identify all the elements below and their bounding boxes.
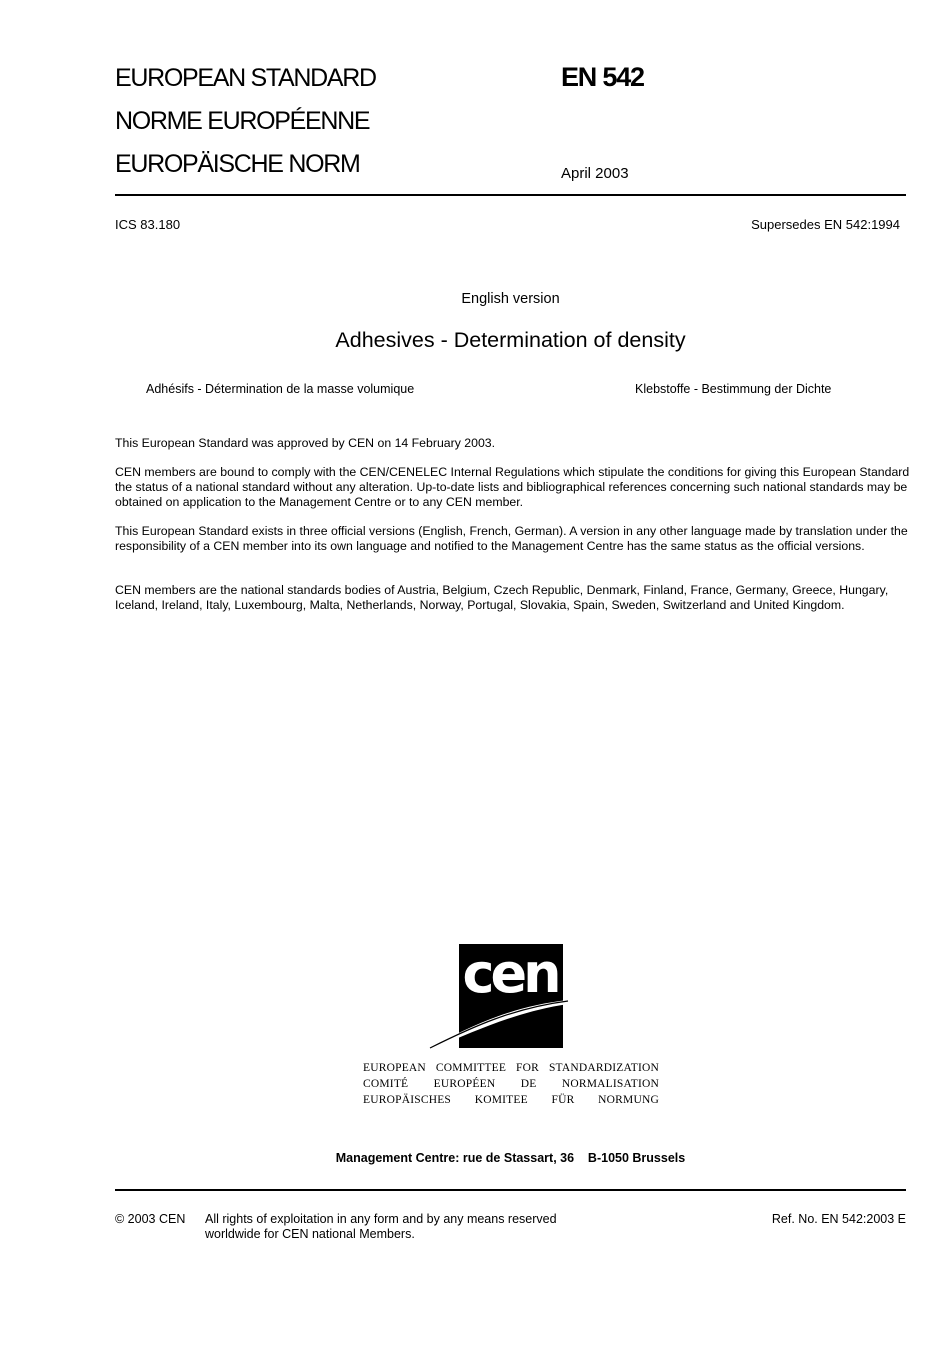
german-title: Klebstoffe - Bestimmung der Dichte [635, 382, 832, 396]
management-centre-address: Management Centre: rue de Stassart, 36 B-1050 Brussels [335, 1151, 686, 1165]
title-french: NORME EUROPÉENNE [115, 107, 370, 135]
cen-logo [459, 944, 563, 1048]
rights-statement: All rights of exploitation in any form and by any means reserved worldwide for CEN national Members. [205, 1212, 557, 1241]
committee-german: EUROPÄISCHES KOMITEE FÜR NORMUNG [363, 1094, 659, 1106]
ics-code: ICS 83.180 [115, 217, 181, 232]
committee-french: COMITÉ EUROPÉEN DE NORMALISATION [363, 1078, 659, 1090]
standard-number: EN 542 [561, 62, 644, 92]
members-paragraph: CEN members are the national standards bodies of Austria, Belgium, Czech Republic, Denmark, Finland, France, Germany, Greece, Hungary, Iceland, Ireland, Italy, Luxembourg, Malta, Netherlands, Norway, Portugal, Slovakia, Spain, Sweden, Switzerland and United Kingdom. [115, 583, 889, 612]
french-title: Adhésifs - Détermination de la masse volumique [146, 382, 415, 396]
cen-logo-text: cen [462, 942, 558, 1005]
publication-date: April 2003 [561, 165, 629, 182]
committee-english: EUROPEAN COMMITTEE FOR STANDARDIZATION [363, 1062, 659, 1074]
reference-number: Ref. No. EN 542:2003 E [771, 1212, 906, 1226]
title-english: EUROPEAN STANDARD [115, 64, 376, 92]
header-divider [115, 194, 906, 196]
main-title: Adhesives - Determination of density [335, 328, 686, 352]
versions-paragraph: This European Standard exists in three official versions (English, French, German). A version in any other language made by translation under the responsibility of a CEN member into its own language and notified to the Management Centre has the same status as the official versions. [115, 524, 908, 553]
approval-paragraph: This European Standard was approved by CEN on 14 February 2003. [115, 436, 496, 450]
footer-divider [115, 1189, 906, 1191]
supersedes-note: Supersedes EN 542:1994 [751, 217, 900, 232]
title-german: EUROPÄISCHE NORM [115, 150, 360, 178]
copyright: © 2003 CEN [115, 1212, 186, 1226]
regulations-paragraph: CEN members are bound to comply with the CEN/CENELEC Internal Regulations which stipulate the conditions for giving this European Standard the status of a national standard without any alteration. Up-to-date lists and bibliographical references concerning such national standards may be obtained on application to the Management Centre or to any CEN member. [115, 465, 910, 509]
version-label: English version [461, 291, 560, 307]
